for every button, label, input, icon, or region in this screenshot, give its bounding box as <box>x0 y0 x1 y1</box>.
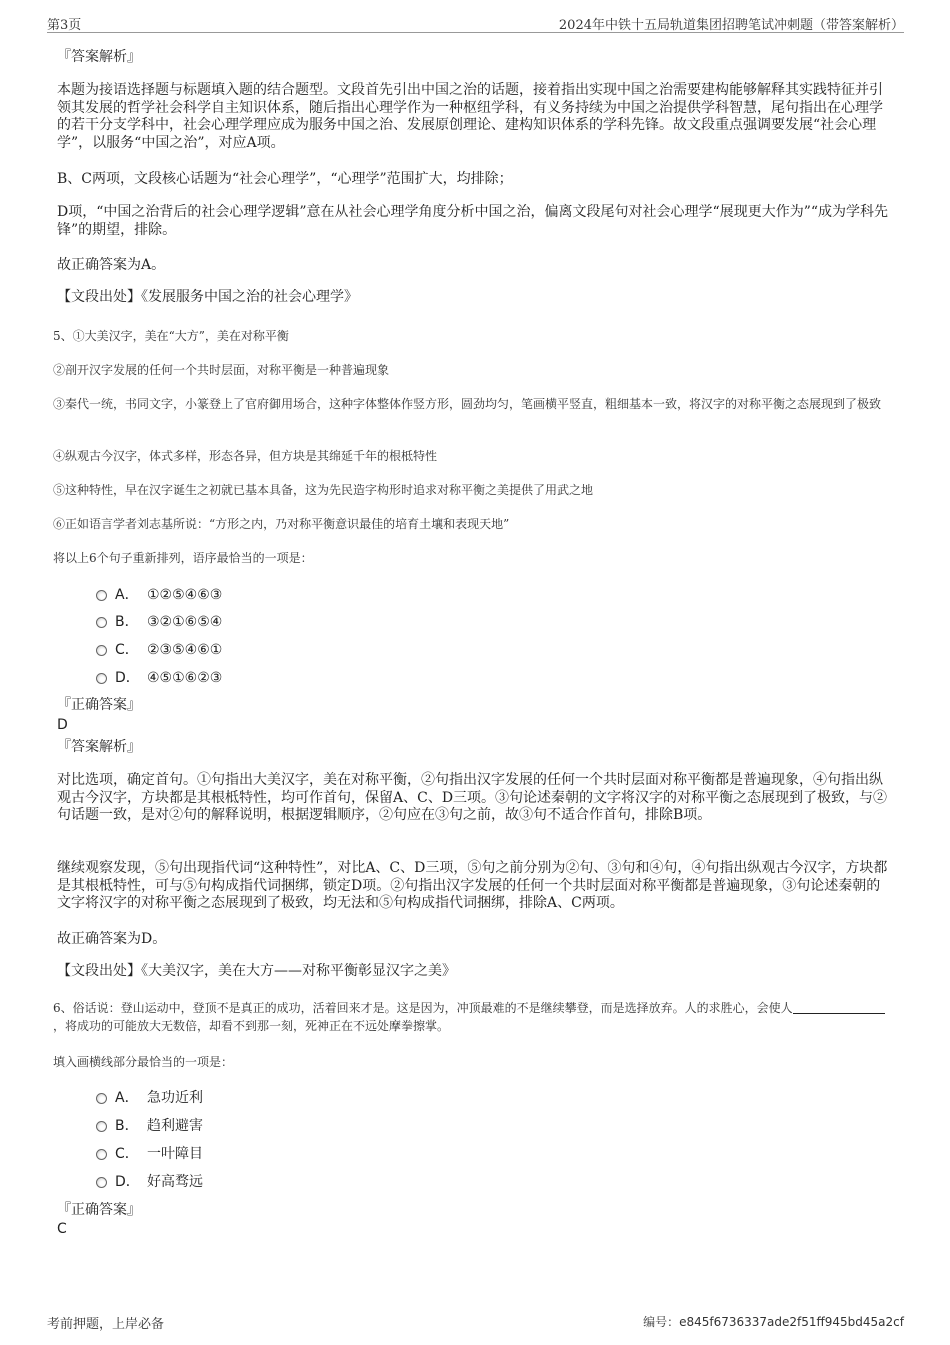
q5-analysis-p1: 对比选项，确定首句。①句指出大美汉字，美在对称平衡，②句指出汉字发展的任何一个共时层面对称平衡都是普遍现象，④句指出纵观古今汉字，方块都是其根柢特性，均可作首句，保留A、C、D三项。③句论述秦朝的文字将汉字的对称平衡之态展现到了极致，与②句话题一致，是对②句的解释说明，根据逻辑顺序，②句应在③句之前，故③句不适合作首句，排除B项。 <box>57 772 888 823</box>
page-number: 第3页 <box>47 18 82 33</box>
option-text: 一叶障目 <box>147 1146 203 1162</box>
q5-sentence-3: ③秦代一统，书同文字，小篆登上了官府御用场合，这种字体整体作竖方形，圆劲均匀，笔画横平竖直，粗细基本一致，将汉字的对称平衡之态展现到了极致 <box>53 397 882 411</box>
page-header <box>47 12 904 33</box>
q6-stem <box>53 999 893 1035</box>
radio-button-icon[interactable] <box>96 1149 107 1160</box>
q5-option-c[interactable] <box>96 641 222 659</box>
radio-button-icon[interactable] <box>96 617 107 628</box>
q6-option-c[interactable] <box>96 1145 203 1163</box>
option-text: ①②⑤④⑥③ <box>147 587 223 603</box>
q4-analysis-label: 『答案解析』 <box>57 49 141 65</box>
option-letter: A． <box>115 1090 139 1106</box>
option-letter: B． <box>115 614 139 630</box>
document-code: 编号：e845f6736337ade2f51ff945bd45a2cf <box>643 1315 904 1329</box>
option-letter: D． <box>115 670 140 686</box>
q5-sentence-5: ⑤这种特性，早在汉字诞生之初就已基本具备，这为先民造字构形时追求对称平衡之美提供了用武之地 <box>53 483 594 497</box>
q5-sentence-1: 5、①大美汉字，美在“大方”，美在对称平衡 <box>53 329 289 343</box>
option-text: 好高骛远 <box>147 1174 203 1190</box>
fill-in-blank <box>793 1001 885 1014</box>
option-letter: C． <box>115 1146 139 1162</box>
q4-analysis-p1: 本题为接语选择题与标题填入题的结合题型。文段首先引出中国之治的话题，接着指出实现中国之治需要建构能够解释其实践特征并引领其发展的哲学社会科学自主知识体系，随后指出心理学作为一种枢纽学科，有义务持续为中国之治提供学科智慧，尾句指出在心理学的若干分支学科中，社会心理学理应成为服务中国之治、发展原创理论、建构知识体系的学科先锋。故文段重点强调要发展“社会心理学”，以服务“中国之治”，对应A项。 <box>57 82 883 151</box>
radio-button-icon[interactable] <box>96 1121 107 1132</box>
option-letter: C． <box>115 642 139 658</box>
option-letter: A． <box>115 587 139 603</box>
q4-source: 【文段出处】《发展服务中国之治的社会心理学》 <box>57 289 358 305</box>
option-text: ④⑤①⑥②③ <box>147 670 223 686</box>
q5-analysis-p3: 故正确答案为D。 <box>57 931 167 947</box>
q6-option-a[interactable] <box>96 1089 203 1107</box>
q5-analysis-label: 『答案解析』 <box>57 739 141 755</box>
option-letter: D． <box>115 1174 140 1190</box>
q5-prompt: 将以上6个句子重新排列，语序最恰当的一项是： <box>53 551 313 565</box>
option-text: ②③⑤④⑥① <box>147 642 223 658</box>
option-text: ③②①⑥⑤④ <box>147 614 223 630</box>
q6-answer-label: 『正确答案』 <box>57 1202 141 1218</box>
q5-analysis-p2: 继续观察发现，⑤句出现指代词“这种特性”，对比A、C、D三项，⑤句之前分别为②句、③句和④句，④句指出纵观古今汉字，方块都是其根柢特性，可与⑤句构成指代词捆绑，锁定D项。②句指出汉字发展的任何一个共时层面对称平衡都是普遍现象，③句论述秦朝的文字将汉字的对称平衡之态展现到了极致，均无法和⑤句构成指代词捆绑，排除A、C两项。 <box>57 860 888 911</box>
q4-analysis-p3: D项，“中国之治背后的社会心理学逻辑”意在从社会心理学角度分析中国之治，偏离文段尾句对社会心理学“展现更大作为”“成为学科先锋”的期望，排除。 <box>57 204 889 238</box>
q6-stem-part-2: ，将成功的可能放大无数倍，却看不到那一刻，死神正在不远处摩拳擦掌。 <box>53 1019 450 1033</box>
radio-button-icon[interactable] <box>96 590 107 601</box>
q5-option-d[interactable] <box>96 669 222 687</box>
q4-analysis-p4: 故正确答案为A。 <box>57 257 166 273</box>
q6-prompt: 填入画横线部分最恰当的一项是： <box>53 1055 234 1069</box>
q5-answer: D <box>57 717 68 733</box>
radio-button-icon[interactable] <box>96 673 107 684</box>
document-title: 2024年中铁十五局轨道集团招聘笔试冲刺题（带答案解析） <box>558 18 904 33</box>
option-letter: B． <box>115 1118 139 1134</box>
q5-sentence-6: ⑥正如语言学者刘志基所说：“方形之内，乃对称平衡意识最佳的培育土壤和表现天地” <box>53 517 510 531</box>
q5-sentence-4: ④纵观古今汉字，体式多样，形态各异，但方块是其绵延千年的根柢特性 <box>53 449 438 463</box>
option-text: 趋利避害 <box>147 1118 203 1134</box>
q5-option-a[interactable] <box>96 586 222 604</box>
q5-option-b[interactable] <box>96 613 222 631</box>
q6-answer: C <box>57 1221 67 1237</box>
q5-answer-label: 『正确答案』 <box>57 697 141 713</box>
radio-button-icon[interactable] <box>96 645 107 656</box>
q6-stem-part-1: 6、俗话说：登山运动中，登顶不是真正的成功，活着回来才是。这是因为，冲顶最难的不是继续攀登，而是选择放弃。人的求胜心，会使人 <box>53 1001 793 1015</box>
page-footer <box>47 1313 904 1332</box>
q6-option-b[interactable] <box>96 1117 203 1135</box>
footer-slogan: 考前押题，上岸必备 <box>47 1317 165 1332</box>
q6-option-d[interactable] <box>96 1173 203 1191</box>
radio-button-icon[interactable] <box>96 1177 107 1188</box>
option-text: 急功近利 <box>147 1090 203 1106</box>
q5-source: 【文段出处】《大美汉字，美在大方——对称平衡彰显汉字之美》 <box>57 963 456 979</box>
q4-analysis-p2: B、C两项，文段核心话题为“社会心理学”，“心理学”范围扩大，均排除； <box>57 171 513 187</box>
radio-button-icon[interactable] <box>96 1093 107 1104</box>
q5-sentence-2: ②剖开汉字发展的任何一个共时层面，对称平衡是一种普遍现象 <box>53 363 390 377</box>
